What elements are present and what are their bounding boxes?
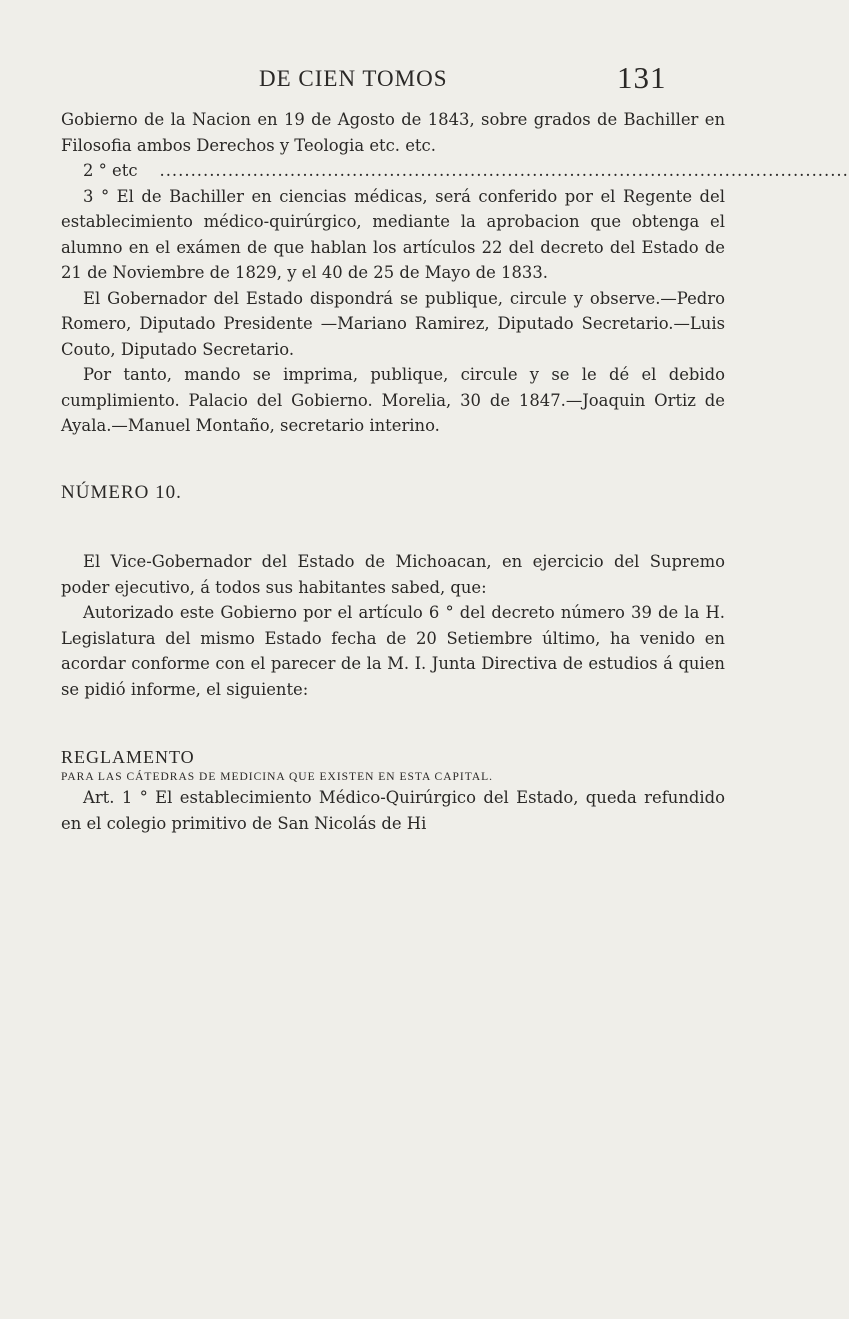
paragraph: El Gobernador del Estado dispondrá se publique, circule y observe.—Pedro Romero, Diputado Presidente —Mariano Ramirez, Diputado Secretario.—Luis Couto, Diputado Secretario. bbox=[61, 288, 725, 359]
paragraph: 3 ° El de Bachiller en ciencias médicas, será conferido por el Regente del establecimiento médico-quirúrgico, mediante la aprobacion que obtenga el alumno en el exámen de que hablan los artículos 22 del decreto del Estado de 21 de Noviembre de 1829, y el 40 de 25 de Mayo de 1833. bbox=[61, 186, 725, 282]
section-heading-reglamento: REGLAMENTO bbox=[61, 747, 195, 767]
section-heading-numero: NÚMERO 10. bbox=[61, 481, 182, 503]
etc-text: 2 ° etc bbox=[83, 161, 138, 180]
running-title: DE CIEN TOMOS bbox=[259, 66, 448, 91]
paragraph: El Vice-Gobernador del Estado de Michoacan, en ejercicio del Supremo poder ejecutivo, á todos sus habitantes sabed, que: bbox=[61, 552, 725, 597]
leader-dots: ............................................................................................................... bbox=[159, 161, 849, 180]
page-number: 131 bbox=[617, 60, 667, 95]
body-text bbox=[61, 107, 849, 836]
running-header bbox=[259, 60, 699, 100]
paragraph: Gobierno de la Nacion en 19 de Agosto de 1843, sobre grados de Bachiller en Filosofia ambos Derechos y Teologia etc. etc. bbox=[61, 110, 725, 155]
paragraph-article: Art. 1 ° El establecimiento Médico-Quirúrgico del Estado, queda refundido en el colegio primitivo de San Nicolás de Hi bbox=[61, 788, 725, 833]
section-subheading: PARA LAS CÁTEDRAS DE MEDICINA QUE EXISTEN EN ESTA CAPITAL. bbox=[61, 771, 494, 783]
paragraph: Por tanto, mando se imprima, publique, circule y se le dé el debido cumplimiento. Palacio del Gobierno. Morelia, 30 de 1847.—Joaquin Ortiz de Ayala.—Manuel Montaño, secretario interino. bbox=[61, 365, 725, 435]
paragraph-etc bbox=[61, 158, 849, 184]
paragraph: Autorizado este Gobierno por el artículo 6 ° del decreto número 39 de la H. Legislatura del mismo Estado fecha de 20 Setiembre último, ha venido en acordar conforme con el parecer de la M. I. Junta Directiva de estudios á quien se pidió informe, el siguiente: bbox=[61, 603, 725, 699]
